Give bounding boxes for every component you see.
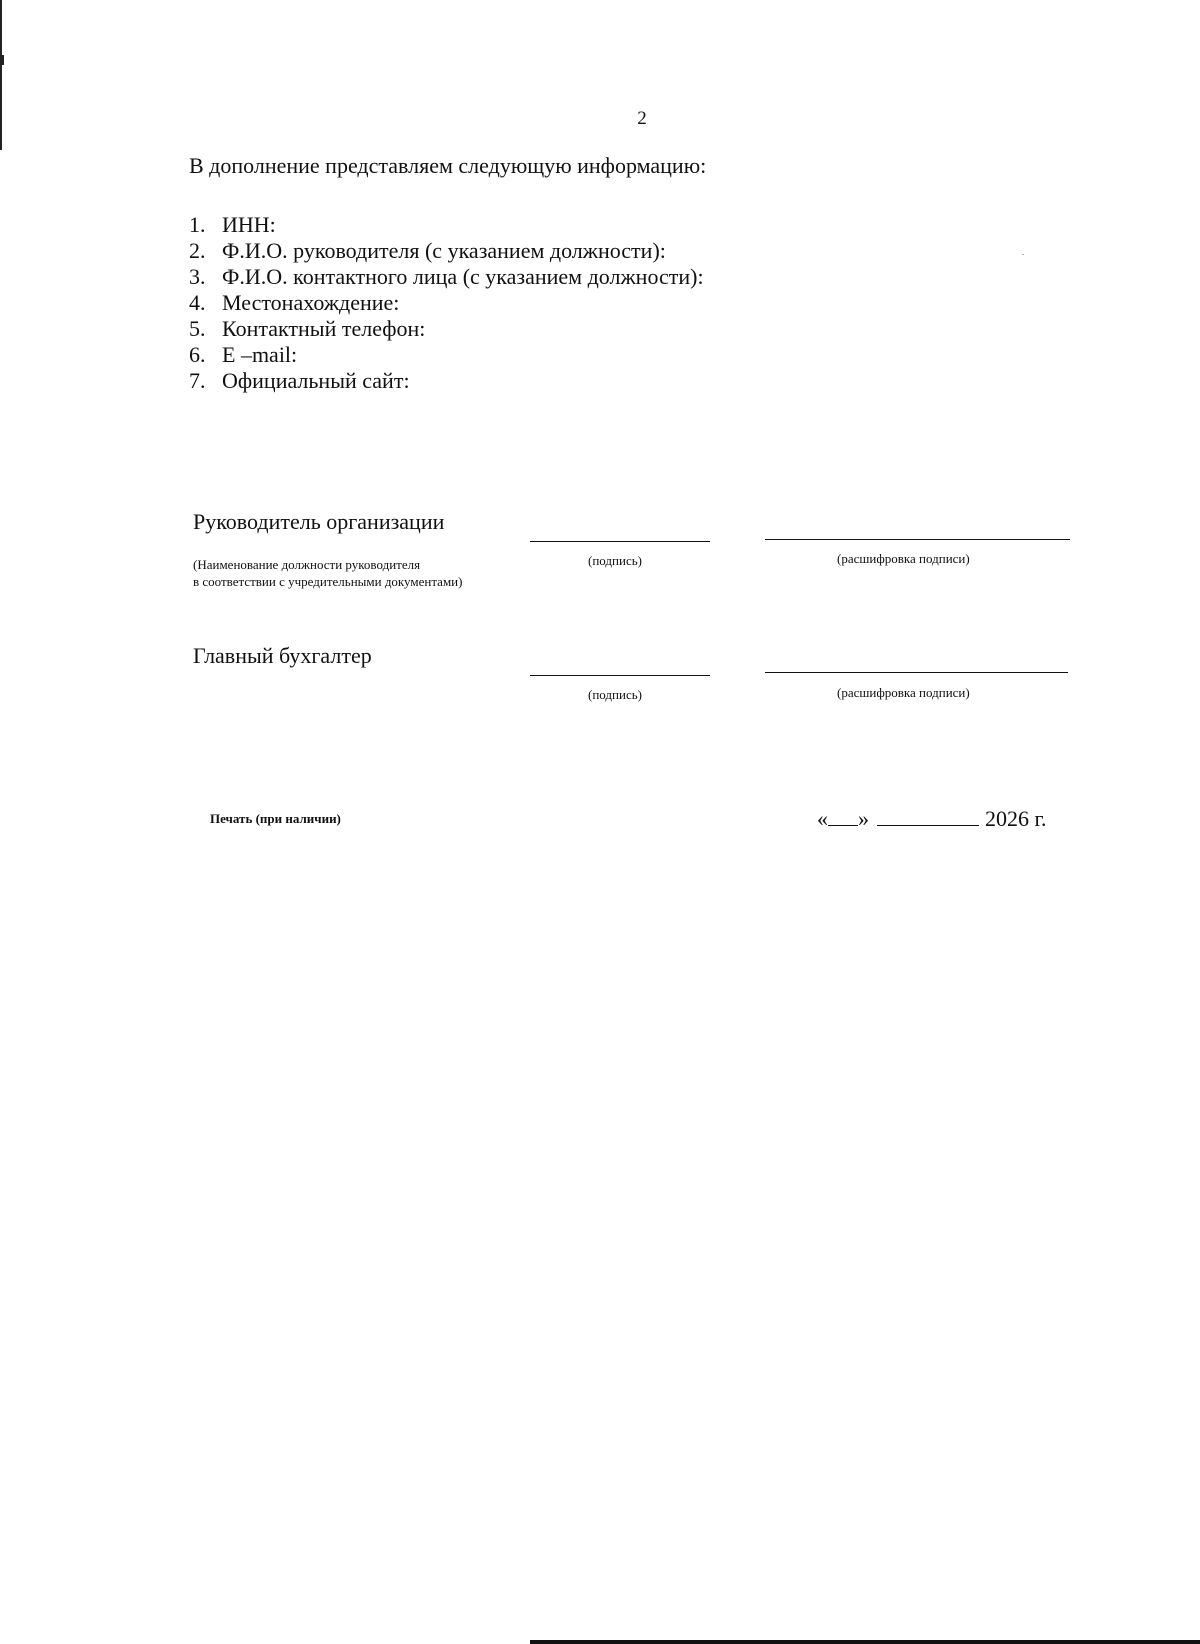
head-role-caption (193, 556, 462, 590)
info-item-location (189, 290, 704, 316)
list-label: ИНН: (222, 212, 276, 237)
date-open-quote: « (817, 806, 828, 831)
accountant-signature-line (530, 675, 710, 676)
list-number: 6. (189, 342, 206, 367)
page-number: 2 (637, 108, 647, 129)
info-list (189, 212, 704, 394)
role-caption-line: в соответствии с учредительными документами) (193, 574, 463, 589)
head-signature-line (530, 541, 710, 542)
head-title: Руководитель организации (193, 509, 445, 534)
head-decoding-caption: (расшифровка подписи) (837, 551, 970, 566)
day-blank (828, 807, 858, 826)
list-number: 1. (189, 212, 206, 237)
accountant-signature-caption: (подпись) (588, 687, 642, 702)
list-number: 4. (189, 290, 206, 315)
info-item-inn (189, 212, 704, 238)
date-year: 2026 г. (985, 806, 1047, 831)
scan-bottom-edge (530, 1640, 1200, 1644)
list-number: 3. (189, 264, 206, 289)
role-caption-line: (Наименование должности руководителя (193, 557, 421, 572)
list-label: Ф.И.О. руководителя (с указанием должности): (222, 238, 666, 263)
list-label: E –mail: (222, 342, 298, 367)
list-number: 2. (189, 238, 206, 263)
head-decoding-line (765, 539, 1070, 540)
info-item-email (189, 342, 704, 368)
list-label: Контактный телефон: (222, 316, 426, 341)
scan-speck (1022, 254, 1024, 255)
info-item-head-name (189, 238, 704, 264)
list-label: Официальный сайт: (222, 368, 410, 393)
accountant-decoding-line (765, 672, 1068, 673)
list-label: Ф.И.О. контактного лица (с указанием должности): (222, 264, 704, 289)
scan-edge-mark (0, 0, 2, 150)
list-label: Местонахождение: (222, 290, 400, 315)
accountant-title: Главный бухгалтер (193, 643, 372, 668)
month-blank (877, 807, 979, 826)
info-item-phone (189, 316, 704, 342)
list-number: 7. (189, 368, 206, 393)
date-field (817, 806, 1047, 832)
info-item-website (189, 368, 704, 394)
date-close-quote: » (858, 806, 869, 831)
info-item-contact-person (189, 264, 704, 290)
scan-edge-tick (0, 55, 4, 65)
accountant-decoding-caption: (расшифровка подписи) (837, 685, 970, 700)
list-number: 5. (189, 316, 206, 341)
stamp-label: Печать (при наличии) (210, 811, 341, 826)
head-signature-caption: (подпись) (588, 553, 642, 568)
intro-text: В дополнение представляем следующую информацию: (189, 153, 707, 178)
